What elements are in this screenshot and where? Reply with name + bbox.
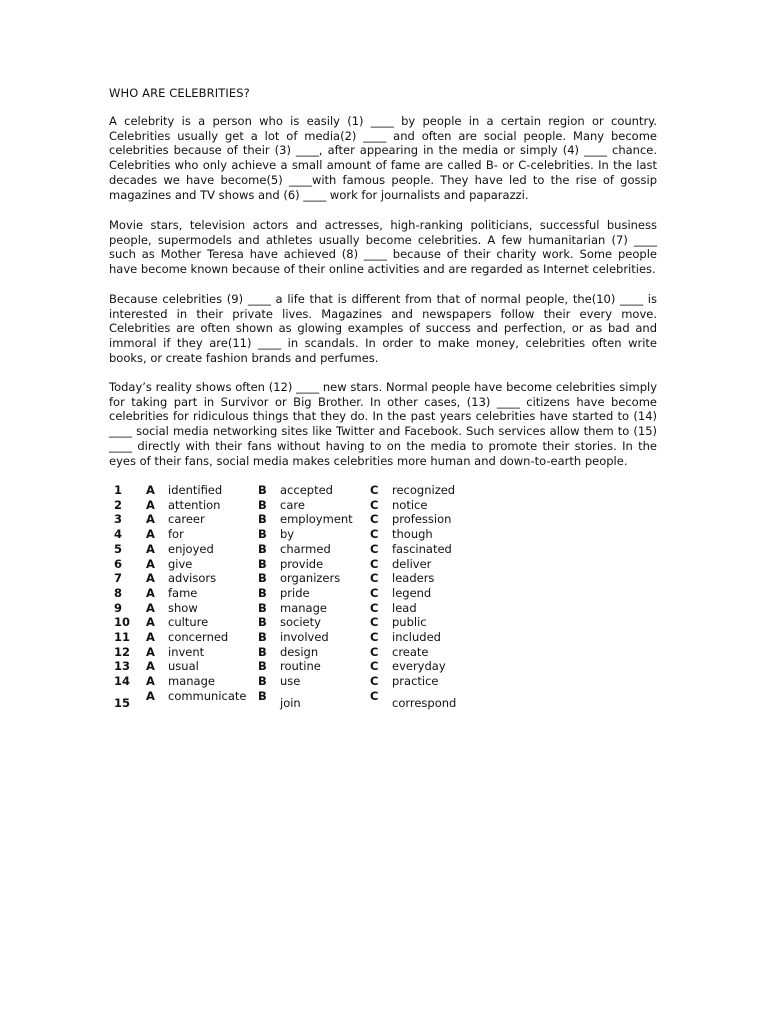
option-a: fame [168,585,198,600]
option-a: for [168,527,184,542]
option-c: recognized [392,483,456,497]
option-c: deliver [392,556,432,571]
option-letter-a: A [146,497,155,512]
option-letter-b: B [258,512,267,527]
question-number: 3 [114,512,123,527]
question-number: 11 [114,630,131,645]
question-row [108,601,482,616]
option-b: provide [280,556,324,571]
question-row [108,645,482,660]
question-number: 2 [114,497,123,512]
question-row [108,674,482,689]
option-letter-a: A [146,571,155,586]
question-row [108,659,482,674]
option-letter-c: C [370,571,379,586]
option-c: lead [392,600,417,615]
option-a: manage [168,674,215,689]
question-number: 6 [114,556,123,571]
question-number: 8 [114,585,123,600]
paragraph-1: A celebrity is a person who is easily (1) ____ by people in a certain region or country. Celebrities usually get a lot of media(2) ____ and often are social people. Many become celebrities because of their (3) ____, after appearing in the media or simply (4) ____ chance. Celebrities who only achieve a small amount of fame are called B- or C-celebrities. In the last decades we have become(5) ____with famous people. They have led to the rise of gossip magazines and TV shows and (6) ____ work for journalists and paparazzi. [109,114,657,202]
option-b: manage [280,600,327,615]
question-row [108,630,482,645]
option-b: accepted [280,483,333,497]
option-a: enjoyed [168,541,214,556]
option-c: correspond [392,695,457,710]
question-number: 12 [114,644,131,659]
question-number: 4 [114,527,123,542]
option-a: culture [168,615,209,630]
option-letter-c: C [370,615,379,630]
option-letter-c: C [370,600,379,615]
option-letter-a: A [146,527,155,542]
option-letter-a: A [146,659,155,674]
question-row [108,586,482,601]
option-letter-c: C [370,512,379,527]
question-number: 15 [114,695,131,710]
option-b: pride [280,585,310,600]
option-letter-a: A [146,483,155,497]
question-row [108,689,482,719]
option-letter-a: A [146,674,155,689]
option-letter-c: C [370,527,379,542]
question-row [108,527,482,542]
option-b: care [280,497,305,512]
option-letter-b: B [258,688,267,703]
option-b: charmed [280,541,331,556]
option-letter-b: B [258,674,267,689]
option-a: attention [168,497,221,512]
option-a: concerned [168,630,229,645]
option-letter-c: C [370,483,379,497]
option-letter-b: B [258,497,267,512]
option-a: communicate [168,688,247,703]
option-c: practice [392,674,439,689]
question-row [108,483,482,498]
option-letter-a: A [146,688,155,703]
option-b: routine [280,659,321,674]
option-c: legend [392,585,432,600]
question-number: 13 [114,659,131,674]
question-number: 7 [114,571,123,586]
option-letter-a: A [146,630,155,645]
option-letter-a: A [146,556,155,571]
page-title: WHO ARE CELEBRITIES? [109,86,250,100]
option-letter-a: A [146,644,155,659]
option-letter-b: B [258,483,267,497]
option-letter-b: B [258,585,267,600]
option-c: fascinated [392,541,452,556]
option-a: career [168,512,205,527]
option-letter-c: C [370,541,379,556]
option-letter-b: B [258,600,267,615]
option-letter-b: B [258,615,267,630]
option-letter-a: A [146,585,155,600]
option-c: notice [392,497,428,512]
option-b: employment [280,512,353,527]
question-row [108,557,482,572]
option-letter-c: C [370,556,379,571]
question-row [108,615,482,630]
option-b: use [280,674,301,689]
option-letter-c: C [370,644,379,659]
option-a: give [168,556,193,571]
option-letter-b: B [258,541,267,556]
option-b: design [280,644,319,659]
question-number: 14 [114,674,131,689]
option-a: advisors [168,571,217,586]
option-letter-c: C [370,630,379,645]
option-b: join [280,695,301,710]
option-c: public [392,615,427,630]
option-c: profession [392,512,452,527]
option-a: usual [168,659,199,674]
question-row [108,542,482,557]
option-letter-b: B [258,571,267,586]
option-c: leaders [392,571,435,586]
paragraph-2: Movie stars, television actors and actresses, high-ranking politicians, successful business people, supermodels and athletes usually become celebrities. A few humanitarian (7) ____ such as Mother Teresa have achieved (8) ____ because of their charity work. Some people have become known because of their online activities and are regarded as Internet celebrities. [109,218,657,277]
option-letter-b: B [258,659,267,674]
option-a: identified [168,483,223,497]
option-letter-c: C [370,497,379,512]
option-letter-c: C [370,585,379,600]
question-number: 10 [114,615,131,630]
option-b: society [280,615,321,630]
option-letter-c: C [370,659,379,674]
question-row [108,571,482,586]
option-a: show [168,600,198,615]
question-number: 9 [114,600,123,615]
question-number: 1 [114,483,123,497]
option-letter-c: C [370,688,379,703]
option-letter-a: A [146,600,155,615]
option-b: organizers [280,571,341,586]
option-letter-b: B [258,644,267,659]
option-c: everyday [392,659,446,674]
option-a: invent [168,644,205,659]
option-b: involved [280,630,329,645]
option-letter-a: A [146,512,155,527]
option-c: included [392,630,441,645]
option-letter-c: C [370,674,379,689]
option-letter-b: B [258,556,267,571]
answer-options-table [108,483,482,719]
option-letter-a: A [146,615,155,630]
option-letter-b: B [258,630,267,645]
question-number: 5 [114,541,123,556]
question-row [108,512,482,527]
option-letter-b: B [258,527,267,542]
option-c: create [392,644,429,659]
option-c: though [392,527,433,542]
paragraph-3: Because celebrities (9) ____ a life that is different from that of normal people, the(10) ____ is interested in their private lives. Magazines and newspapers follow their every move. Celebrities are often shown as glowing examples of success and perfection, or as bad and immoral if they are(11) ____ in scandals. In order to make money, celebrities often write books, or create fashion brands and perfumes. [109,292,657,365]
option-letter-a: A [146,541,155,556]
option-b: by [280,527,295,542]
paragraph-4: Today’s reality shows often (12) ____ new stars. Normal people have become celebrities simply for taking part in Survivor or Big Brother. In other cases, (13) ____ citizens have become celebrities for ridiculous things that they do. In the past years celebrities have started to (14) ____ social media networking sites like Twitter and Facebook. Such services allow them to (15) ____ directly with their fans without having to on the media to promote their stories. In the eyes of their fans, social media makes celebrities more human and down-to-earth people. [109,380,657,468]
question-row [108,498,482,513]
